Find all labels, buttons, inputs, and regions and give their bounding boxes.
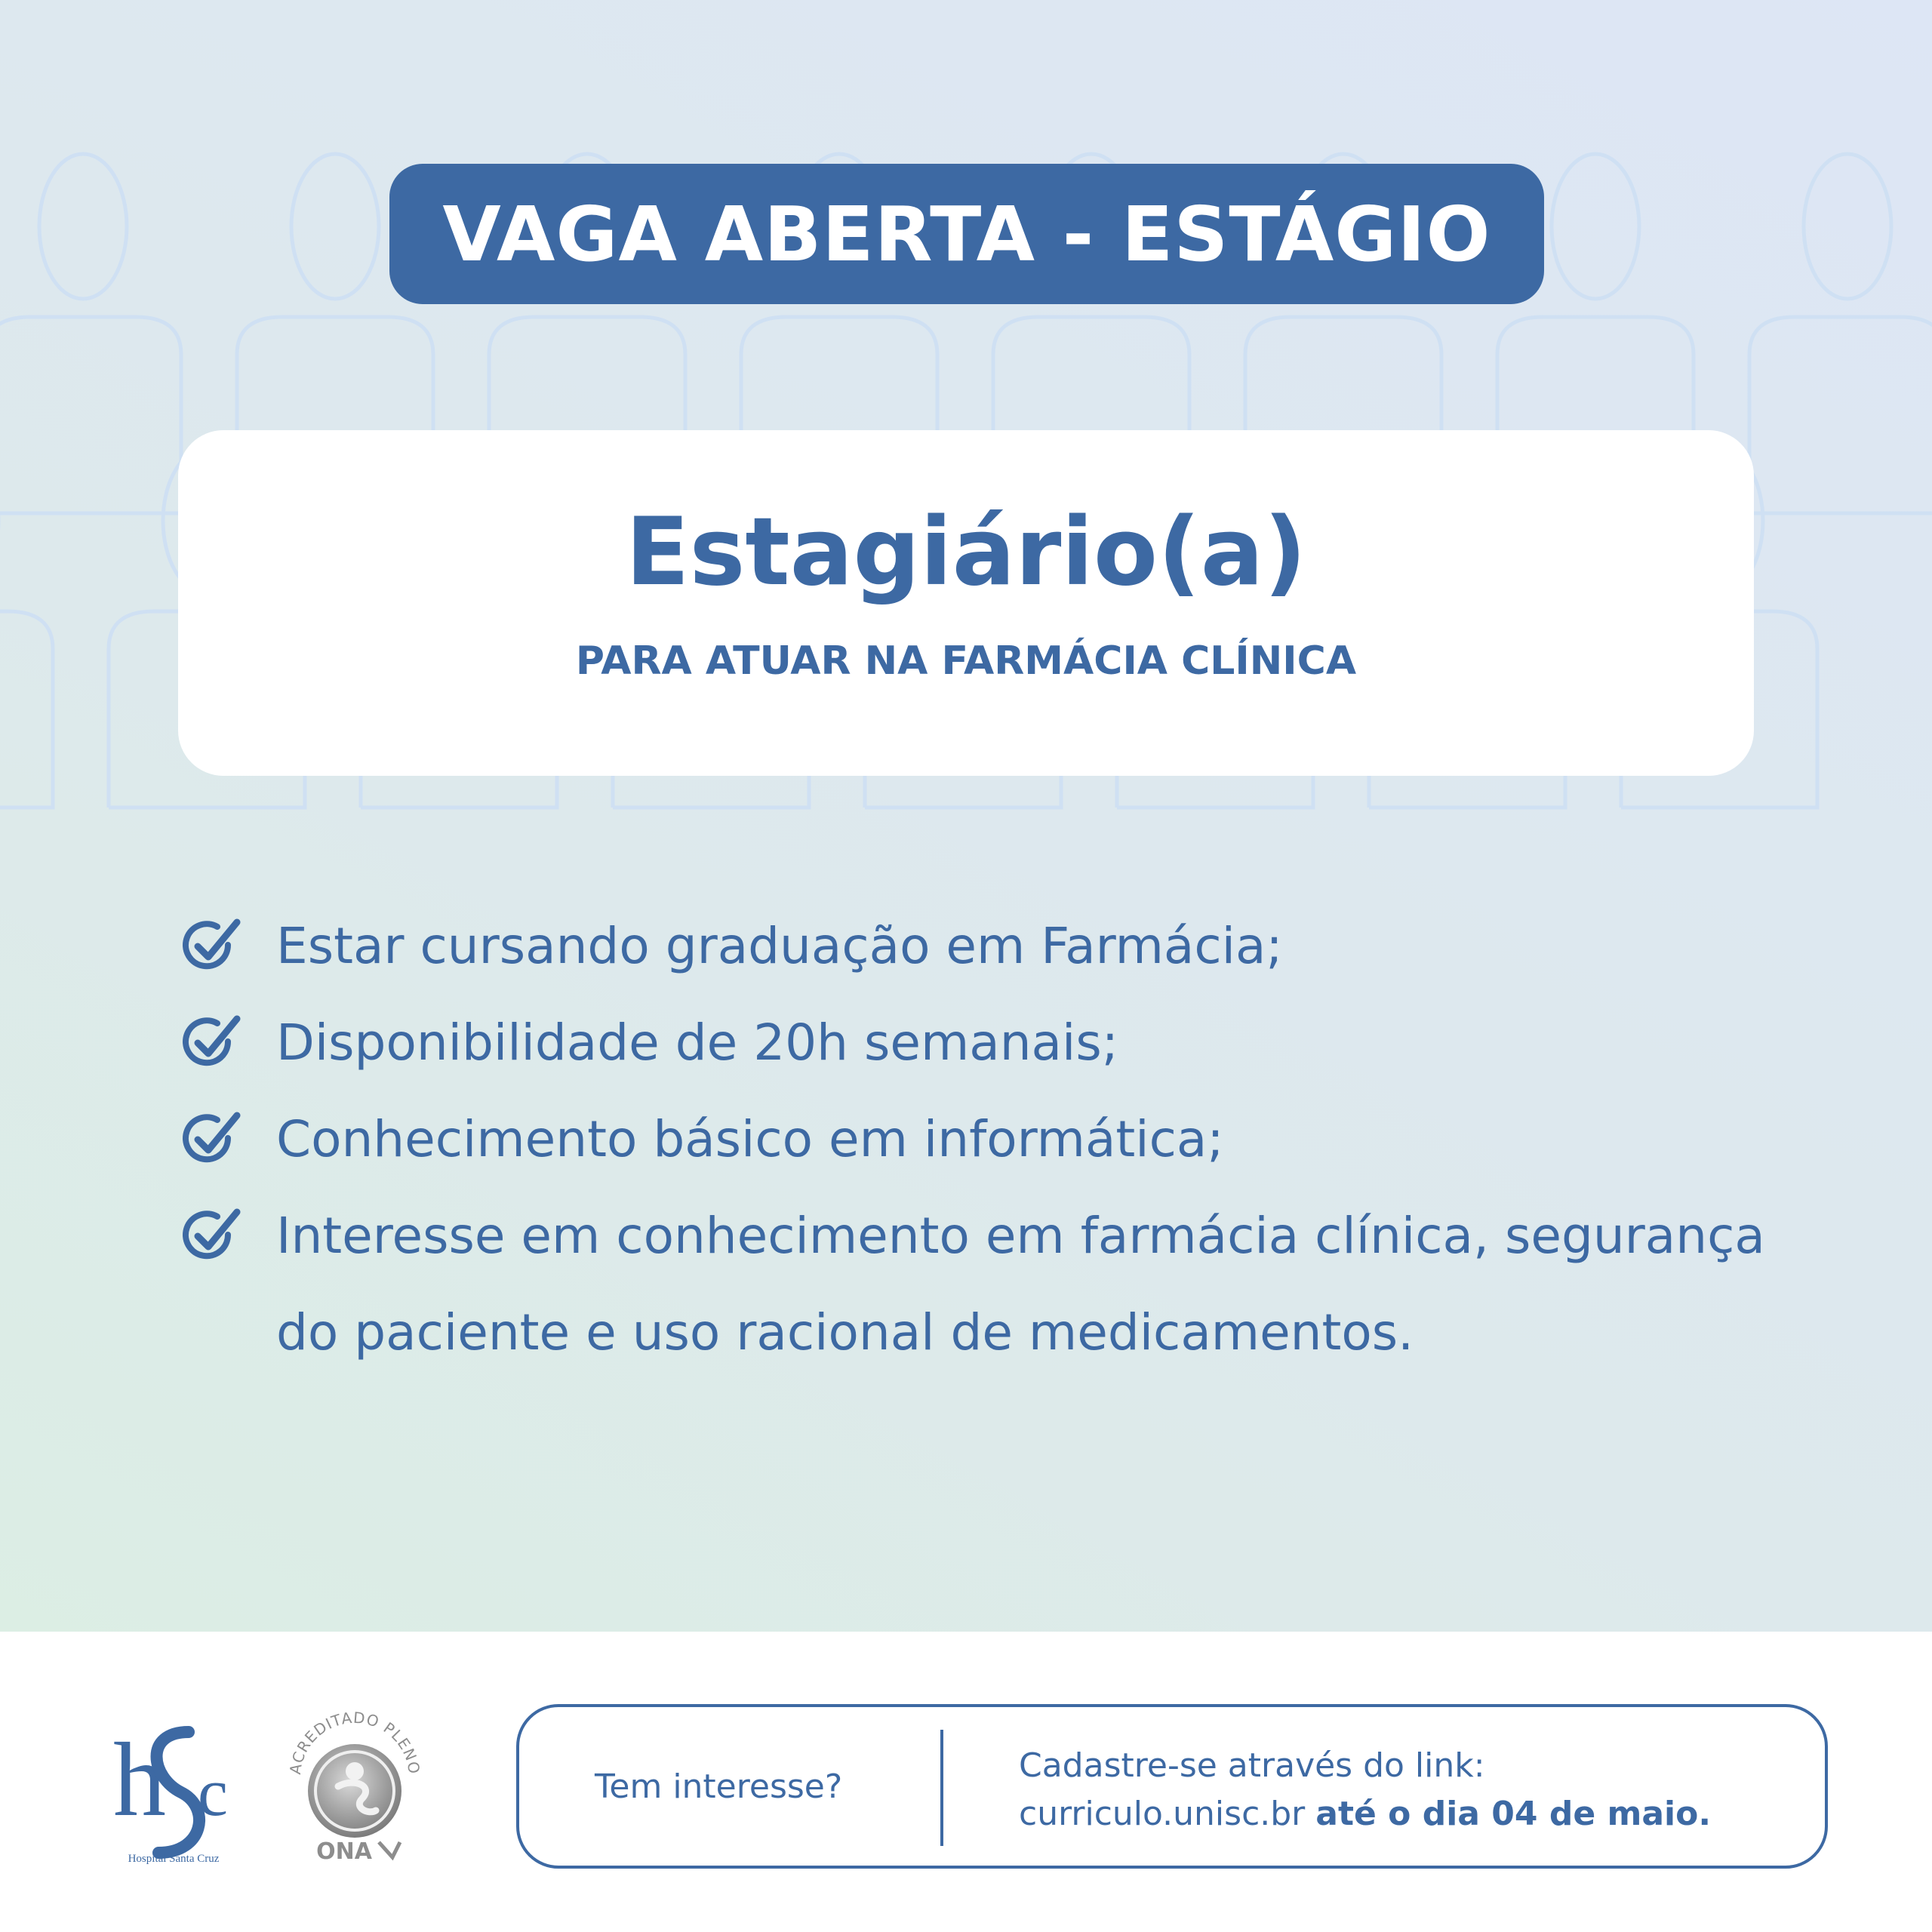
requirement-text: Estar cursando graduação em Farmácia; bbox=[276, 917, 1283, 975]
person-silhouette-icon bbox=[1749, 154, 1932, 513]
svg-text:c: c bbox=[198, 1755, 228, 1830]
requirement-text: Disponibilidade de 20h semanais; bbox=[276, 1014, 1118, 1072]
requirement-item bbox=[181, 898, 1841, 995]
apply-cta-box bbox=[516, 1704, 1828, 1869]
check-circle-icon bbox=[181, 1011, 243, 1073]
cta-line1: Cadastre-se através do link: bbox=[1019, 1746, 1485, 1785]
requirement-item bbox=[181, 995, 1841, 1091]
cta-instructions bbox=[1019, 1742, 1711, 1838]
cta-line2 bbox=[1019, 1790, 1711, 1838]
cta-question: Tem interesse? bbox=[595, 1767, 843, 1806]
check-circle-icon bbox=[181, 1204, 243, 1266]
seal-brand: ONA bbox=[316, 1838, 372, 1864]
position-subtitle: PARA ATUAR NA FARMÁCIA CLÍNICA bbox=[575, 638, 1357, 684]
deadline-text: até o dia 04 de maio. bbox=[1315, 1795, 1712, 1833]
requirement-text: Conhecimento básico em informática; bbox=[276, 1110, 1224, 1168]
cta-divider bbox=[940, 1730, 943, 1846]
requirement-item bbox=[181, 1188, 1841, 1381]
person-silhouette-icon bbox=[0, 448, 53, 808]
requirement-item bbox=[181, 1091, 1841, 1188]
check-circle-icon bbox=[181, 1108, 243, 1170]
header-badge-text: VAGA ABERTA - ESTÁGIO bbox=[442, 189, 1491, 278]
requirements-list bbox=[181, 898, 1841, 1381]
hsc-logo-caption: Hospital Santa Cruz bbox=[128, 1853, 220, 1865]
seal-ring-text: ACREDITADO PLENO bbox=[285, 1708, 424, 1776]
ona-accreditation-seal bbox=[279, 1702, 430, 1864]
position-card bbox=[178, 430, 1754, 776]
hsc-logo bbox=[98, 1702, 249, 1868]
person-silhouette-icon bbox=[0, 154, 181, 513]
header-badge bbox=[389, 164, 1544, 304]
svg-text:h: h bbox=[113, 1721, 166, 1838]
application-link[interactable]: curriculo.unisc.br bbox=[1019, 1795, 1306, 1833]
requirement-text: Interesse em conhecimento em farmácia clínica, segurança do paciente e uso racional de medicamentos. bbox=[276, 1207, 1765, 1361]
position-title: Estagiário(a) bbox=[625, 498, 1307, 607]
check-circle-icon bbox=[181, 915, 243, 977]
